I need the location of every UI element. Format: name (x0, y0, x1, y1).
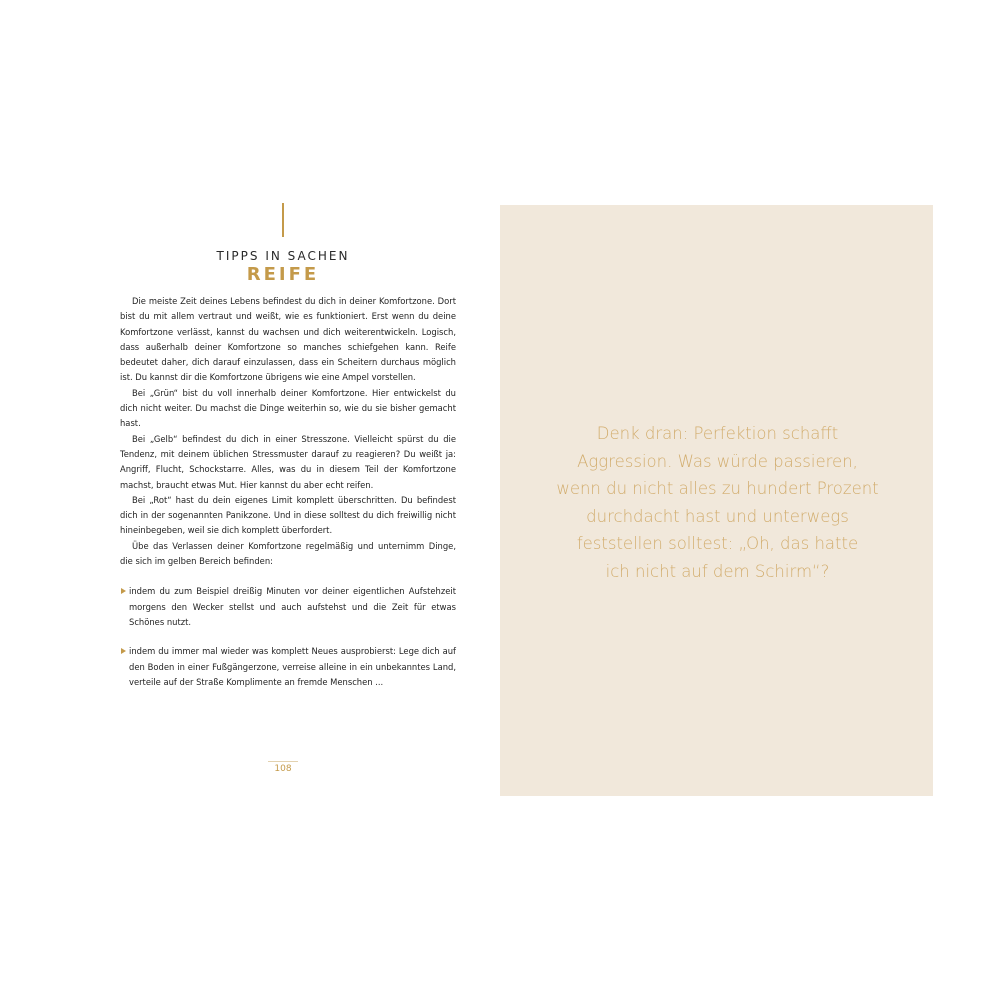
chapter-kicker: TIPPS IN SACHEN (216, 249, 350, 263)
quote-line: Denk dran: Perfektion schafft (596, 424, 839, 443)
triangle-bullet-icon (120, 644, 129, 659)
quote-line: durchdacht hast und unterwegs (586, 506, 849, 526)
body-text (120, 294, 456, 704)
bullet-text: indem du zum Beispiel dreißig Minuten vor deiner eigentlichen Aufstehzeit morgens den Wecker stellst und auch aufstehst und die Zeit für etwas Schönes nutzt. (129, 586, 456, 627)
paragraph: Bei „Rot“ hast du dein eigenes Limit komplett überschritten. Du befindest dich in der sogenannten Panikzone. Und in diese solltest du dich freiwillig nicht hineinbegeben, weil sie dich komplett überfordert. (120, 494, 456, 536)
paragraph: Die meiste Zeit deines Lebens befindest du dich in deiner Komfortzone. Dort bist du mit allem vertraut und weißt, wie es funktioniert. Erst wenn du deine Komfortzone verlässt, kannst du wachsen und dich weiterentwickeln. Logisch, dass außerhalb deiner Komfortzone so manches schiefgehen kann. Reife bedeutet daher, dich darauf einzulassen, dass ein Scheitern durchaus möglich ist. Du kannst dir die Komfortzone übrigens wie eine Ampel vorstellen. (120, 296, 456, 383)
page-number: 108 (268, 761, 298, 774)
paragraph: Bei „Grün“ bist du voll innerhalb deiner Komfortzone. Hier entwickelst du dich nicht weiter. Du machst die Dinge weiterhin so, wie du sie bisher gemacht hast. (120, 387, 456, 429)
pull-quote (520, 420, 915, 586)
chapter-title: REIFE (246, 264, 320, 285)
quote-line: ich nicht auf dem Schirm“? (605, 561, 830, 581)
bullet-item (120, 644, 456, 690)
bullet-item (120, 584, 456, 630)
bullet-text: indem du immer mal wieder was komplett Neues ausprobierst: Lege dich auf den Boden in einer Fußgängerzone, verreise alleine in ein unbekanntes Land, verteile auf der Straße Komplimente an fremde Menschen ... (129, 646, 456, 687)
quote-line: feststellen solltest: „Oh, das hatte (576, 534, 859, 554)
quote-line: Aggression. Was würde passieren, (577, 451, 858, 471)
accent-rule (282, 203, 284, 237)
paragraph: Übe das Verlassen deiner Komfortzone regelmäßig und unternimm Dinge, die sich im gelben Bereich befinden: (120, 540, 456, 567)
quote-line: wenn du nicht alles zu hundert Prozent (556, 479, 879, 499)
triangle-bullet-icon (120, 584, 129, 599)
paragraph: Bei „Gelb“ befindest du dich in einer Stresszone. Vielleicht spürst du die Tendenz, mit deinem üblichen Stressmuster darauf zu reagieren? Du weißt ja: Angriff, Flucht, Schockstarre. Alles, was du in diesem Teil der Komfortzone machst, braucht etwas Mut. Hier kannst du aber echt reifen. (120, 433, 456, 490)
